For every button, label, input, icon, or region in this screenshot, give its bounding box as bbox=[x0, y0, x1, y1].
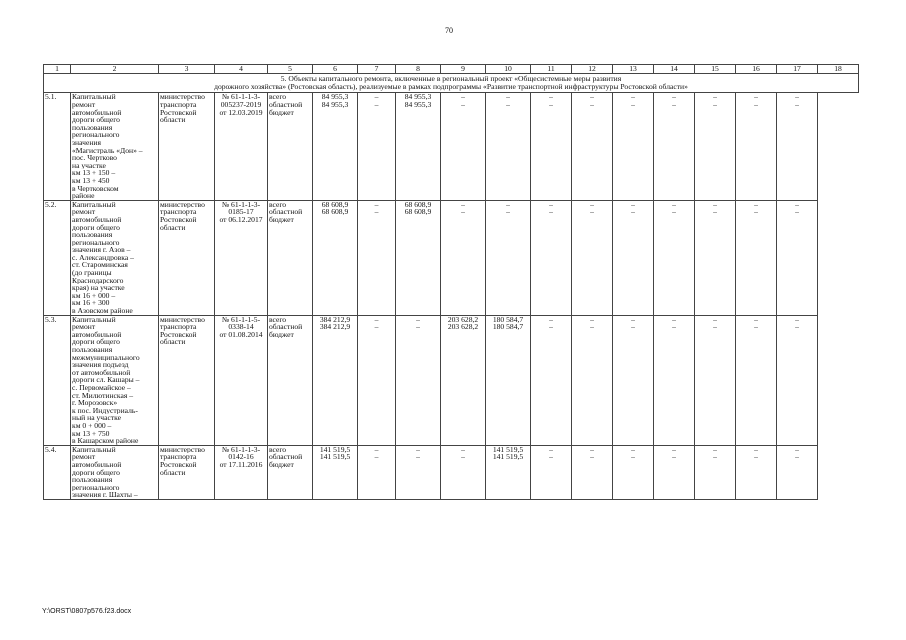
amount-regional-budget: – bbox=[416, 453, 420, 461]
object-name-line: регионального bbox=[72, 238, 120, 247]
expertise-line: № 61-1-1-5- bbox=[221, 315, 261, 324]
amount-cell bbox=[572, 200, 613, 315]
object-name-line: с. Александровка – bbox=[72, 253, 134, 262]
amount-regional-budget: – bbox=[590, 453, 594, 461]
amount-cell bbox=[613, 93, 654, 200]
organization-line: транспорта bbox=[160, 101, 197, 109]
amount-total: – bbox=[754, 93, 758, 101]
amount-total: – bbox=[631, 315, 635, 324]
table-row bbox=[44, 445, 859, 499]
amount-cell bbox=[358, 200, 396, 315]
amount-total: – bbox=[461, 445, 465, 454]
col-number: 4 bbox=[215, 65, 268, 74]
object-name-line: дороги сл. Кашары – bbox=[72, 376, 140, 384]
object-name-line: значения подъезд bbox=[72, 361, 129, 369]
amount-total: – bbox=[795, 315, 799, 324]
amount-total: – bbox=[754, 445, 758, 454]
amount-regional-budget: 68 608,9 bbox=[404, 208, 432, 216]
expertise-line: от 17.11.2016 bbox=[219, 460, 263, 469]
organization-line: Ростовской bbox=[160, 215, 197, 224]
amount-cell bbox=[313, 445, 358, 499]
funding-source-cell bbox=[268, 93, 313, 200]
amount-regional-budget: – bbox=[795, 208, 799, 216]
amount-total: – bbox=[374, 315, 379, 324]
object-name-line: км 16 + 000 – bbox=[72, 291, 116, 300]
amount-cell bbox=[777, 315, 818, 445]
amount-regional-budget: – bbox=[631, 453, 635, 461]
section-title-row bbox=[44, 74, 859, 93]
organization-line: транспорта bbox=[160, 453, 197, 461]
object-name-line: ный на участке bbox=[72, 414, 122, 422]
amount-total: – bbox=[461, 93, 465, 101]
row-number: 5.4. bbox=[45, 445, 57, 454]
amount-regional-budget: – bbox=[549, 453, 553, 461]
object-name-line: дороги общего bbox=[72, 338, 120, 346]
amount-cell bbox=[486, 315, 531, 445]
amount-regional-budget: – bbox=[631, 323, 635, 331]
amount-total: 203 628,2 bbox=[447, 315, 479, 324]
expertise-line: 0338-14 bbox=[228, 323, 254, 331]
amount-regional-budget: – bbox=[461, 101, 465, 109]
amount-total: – bbox=[672, 445, 676, 454]
col-number: 13 bbox=[613, 65, 654, 74]
row-number-cell bbox=[44, 315, 71, 445]
object-name-line: км 0 + 000 – bbox=[72, 421, 112, 430]
amount-total: – bbox=[713, 93, 717, 101]
expertise-cell bbox=[215, 200, 268, 315]
object-name-line: ремонт bbox=[72, 323, 96, 331]
amount-total: – bbox=[590, 93, 594, 101]
expertise-line: № 61-1-1-3- bbox=[221, 93, 261, 101]
amount-cell bbox=[531, 315, 572, 445]
row-number-cell bbox=[44, 445, 71, 499]
object-name-line: в Азовском районе bbox=[72, 307, 133, 315]
object-name-line: районе bbox=[72, 192, 95, 200]
object-name-line: значения г. Шахты – bbox=[72, 491, 138, 499]
object-name-line: автомобильной bbox=[72, 460, 122, 469]
table-row bbox=[44, 200, 859, 315]
object-name-cell bbox=[71, 93, 159, 200]
amount-total: – bbox=[795, 93, 799, 101]
organization-line: области bbox=[160, 468, 186, 477]
amount-regional-budget: – bbox=[549, 323, 553, 331]
amount-regional-budget: – bbox=[672, 208, 676, 216]
amount-regional-budget: – bbox=[754, 208, 758, 216]
amount-total: – bbox=[713, 445, 717, 454]
amount-cell bbox=[695, 445, 736, 499]
amount-regional-budget: – bbox=[754, 453, 758, 461]
amount-cell bbox=[736, 315, 777, 445]
col-number: 15 bbox=[695, 65, 736, 74]
amount-cell bbox=[531, 200, 572, 315]
expertise-line: от 01.08.2014 bbox=[219, 330, 263, 339]
col-number: 11 bbox=[531, 65, 572, 74]
object-name-line: регионального bbox=[72, 483, 120, 492]
amount-regional-budget: 84 955,3 bbox=[404, 101, 432, 109]
amount-total: – bbox=[590, 445, 594, 454]
object-name-line: значения г. Азов – bbox=[72, 246, 131, 254]
amount-cell bbox=[695, 200, 736, 315]
col-number: 10 bbox=[486, 65, 531, 74]
object-name-line: на участке bbox=[72, 161, 106, 170]
object-name-line: регионального bbox=[72, 131, 120, 139]
amount-regional-budget: – bbox=[590, 208, 594, 216]
amount-cell bbox=[736, 200, 777, 315]
amount-total: – bbox=[506, 200, 510, 209]
amount-total: – bbox=[416, 315, 420, 324]
col-number: 16 bbox=[736, 65, 777, 74]
amount-cell bbox=[777, 445, 818, 499]
object-name-line: дороги общего bbox=[72, 468, 120, 477]
amount-regional-budget: – bbox=[549, 101, 553, 109]
amount-regional-budget: – bbox=[713, 101, 717, 109]
amount-total: – bbox=[416, 445, 420, 454]
amount-regional-budget: – bbox=[506, 208, 510, 216]
amount-regional-budget: – bbox=[713, 323, 717, 331]
amount-total: – bbox=[795, 445, 799, 454]
amount-total: – bbox=[374, 200, 379, 209]
amount-regional-budget: – bbox=[461, 208, 465, 216]
expertise-cell bbox=[215, 445, 268, 499]
funding-source-line: бюджет bbox=[269, 215, 294, 224]
amount-total: – bbox=[374, 445, 379, 454]
amount-total: – bbox=[549, 315, 553, 324]
object-name-line: автомобильной bbox=[72, 215, 122, 224]
amount-regional-budget: – bbox=[713, 453, 717, 461]
funding-source-line: областной bbox=[269, 323, 303, 331]
table-row bbox=[44, 93, 859, 200]
object-name-line: ст. Милютинская – bbox=[72, 391, 134, 400]
object-name-cell bbox=[71, 315, 159, 445]
row-number: 5.3. bbox=[45, 315, 57, 324]
col-number: 5 bbox=[268, 65, 313, 74]
amount-cell bbox=[358, 445, 396, 499]
amount-regional-budget: – bbox=[795, 453, 799, 461]
amount-regional-budget: – bbox=[549, 208, 553, 216]
col-number: 17 bbox=[777, 65, 818, 74]
organization-line: Ростовской bbox=[160, 108, 197, 117]
amount-total: – bbox=[672, 200, 676, 209]
object-name-line: края) на участке bbox=[72, 284, 125, 292]
amount-regional-budget: 384 212,9 bbox=[319, 323, 351, 331]
amount-cell bbox=[654, 315, 695, 445]
object-name-line: Капитальный bbox=[72, 93, 116, 101]
amount-regional-budget: – bbox=[374, 101, 379, 109]
funding-source-line: всего bbox=[269, 315, 287, 324]
organization-cell bbox=[159, 200, 215, 315]
amount-cell bbox=[654, 445, 695, 499]
amount-cell bbox=[777, 200, 818, 315]
amount-regional-budget: 203 628,2 bbox=[447, 323, 479, 331]
row-number-cell bbox=[44, 200, 71, 315]
expertise-cell bbox=[215, 93, 268, 200]
amount-total: – bbox=[713, 315, 717, 324]
amount-regional-budget: – bbox=[795, 101, 799, 109]
object-name-cell bbox=[71, 445, 159, 499]
amount-regional-budget: – bbox=[506, 101, 510, 109]
amount-cell bbox=[531, 93, 572, 200]
row-number: 5.1. bbox=[45, 93, 57, 101]
amount-regional-budget: – bbox=[631, 208, 635, 216]
funding-source-cell bbox=[268, 315, 313, 445]
object-name-line: км 13 + 450 bbox=[72, 176, 110, 185]
amount-total: 141 519,5 bbox=[492, 445, 524, 454]
object-name-line: (до границы bbox=[72, 269, 112, 277]
expertise-line: № 61-1-1-3- bbox=[221, 445, 261, 454]
amount-regional-budget: – bbox=[590, 323, 594, 331]
organization-line: области bbox=[160, 116, 186, 124]
amount-regional-budget: 180 584,7 bbox=[492, 323, 524, 331]
table-row bbox=[44, 315, 859, 445]
section-title-line: 5. Объекты капитального ремонта, включенные в региональный проект «Общесистемные меры развития bbox=[280, 74, 622, 83]
amount-cell bbox=[313, 200, 358, 315]
col-number: 8 bbox=[396, 65, 441, 74]
funding-source-line: бюджет bbox=[269, 330, 294, 339]
amount-regional-budget: – bbox=[374, 453, 379, 461]
amount-total: – bbox=[461, 200, 465, 209]
amount-cell bbox=[396, 315, 441, 445]
amount-cell bbox=[736, 93, 777, 200]
organization-line: министерство bbox=[160, 445, 205, 454]
amount-regional-budget: 84 955,3 bbox=[321, 101, 349, 109]
amount-cell bbox=[613, 315, 654, 445]
amount-cell bbox=[695, 315, 736, 445]
amount-total: 68 608,9 bbox=[321, 200, 349, 209]
page-number: 70 bbox=[445, 26, 453, 35]
object-name-line: ремонт bbox=[72, 101, 96, 109]
object-name-line: пользования bbox=[72, 231, 113, 239]
amount-cell bbox=[654, 93, 695, 200]
amount-total: – bbox=[549, 200, 553, 209]
amount-cell bbox=[736, 445, 777, 499]
amount-total: – bbox=[549, 445, 553, 454]
amount-total: – bbox=[795, 200, 799, 209]
funding-source-cell bbox=[268, 445, 313, 499]
object-name-line: дороги общего bbox=[72, 223, 120, 232]
organization-line: Ростовской bbox=[160, 330, 197, 339]
object-name-line: пользования bbox=[72, 123, 113, 132]
organization-cell bbox=[159, 93, 215, 200]
footer-file-path: Y:\ORST\0807p576.f23.docx bbox=[42, 608, 132, 615]
amount-total: 141 519,5 bbox=[319, 445, 351, 454]
col-number: 1 bbox=[44, 65, 71, 74]
row-number: 5.2. bbox=[45, 200, 57, 209]
col-number: 14 bbox=[654, 65, 695, 74]
amount-cell bbox=[531, 445, 572, 499]
amount-cell bbox=[486, 93, 531, 200]
amount-cell bbox=[313, 315, 358, 445]
funding-source-line: всего bbox=[269, 200, 287, 209]
organization-line: транспорта bbox=[160, 208, 197, 216]
object-name-line: Краснодарского bbox=[72, 276, 124, 285]
object-name-line: Капитальный bbox=[72, 315, 116, 324]
amount-total: – bbox=[590, 315, 594, 324]
amount-total: 68 608,9 bbox=[404, 200, 432, 209]
object-name-line: «Магистраль «Дон» – bbox=[72, 146, 143, 155]
amount-total: – bbox=[631, 445, 635, 454]
amount-total: – bbox=[754, 315, 758, 324]
amount-total: – bbox=[374, 93, 379, 101]
object-name-line: пользования bbox=[72, 476, 113, 484]
organization-line: области bbox=[160, 223, 186, 232]
amount-total: – bbox=[672, 315, 676, 324]
object-name-line: с. Первомайское – bbox=[72, 383, 131, 392]
amount-cell bbox=[613, 445, 654, 499]
organization-cell bbox=[159, 315, 215, 445]
amount-total: 384 212,9 bbox=[319, 315, 351, 324]
amount-total: 84 955,3 bbox=[321, 93, 349, 101]
amount-cell bbox=[486, 445, 531, 499]
funding-source-line: бюджет bbox=[269, 460, 294, 469]
col-number: 2 bbox=[71, 65, 159, 74]
amount-regional-budget: – bbox=[672, 453, 676, 461]
organization-line: министерство bbox=[160, 200, 205, 209]
amount-cell bbox=[441, 315, 486, 445]
expertise-line: 0185-17 bbox=[228, 208, 254, 216]
organization-line: области bbox=[160, 338, 186, 346]
amount-regional-budget: – bbox=[631, 101, 635, 109]
amount-cell bbox=[572, 93, 613, 200]
amount-total: – bbox=[713, 200, 717, 209]
expertise-line: 0142-16 bbox=[228, 453, 254, 461]
amount-cell bbox=[441, 200, 486, 315]
amount-total: – bbox=[549, 93, 553, 101]
amount-regional-budget: 141 519,5 bbox=[319, 453, 351, 461]
object-name-line: межмуниципального bbox=[72, 353, 140, 362]
funding-source-line: областной bbox=[269, 101, 303, 109]
object-name-line: ремонт bbox=[72, 208, 96, 216]
amount-cell bbox=[654, 200, 695, 315]
amount-regional-budget: – bbox=[754, 101, 758, 109]
row-number-cell bbox=[44, 93, 71, 200]
amount-regional-budget: – bbox=[461, 453, 465, 461]
object-name-line: км 16 + 300 bbox=[72, 299, 110, 308]
amount-regional-budget: 68 608,9 bbox=[321, 208, 349, 216]
amount-cell bbox=[396, 200, 441, 315]
object-name-line: автомобильной bbox=[72, 108, 122, 117]
amount-total: – bbox=[631, 93, 635, 101]
amount-total: – bbox=[631, 200, 635, 209]
funding-source-cell bbox=[268, 200, 313, 315]
expertise-line: от 12.03.2019 bbox=[219, 108, 263, 117]
object-name-line: г. Морозовск» bbox=[72, 399, 118, 407]
col-number: 18 bbox=[818, 65, 859, 74]
amount-regional-budget: – bbox=[754, 323, 758, 331]
col-number: 7 bbox=[358, 65, 396, 74]
object-name-line: ремонт bbox=[72, 453, 96, 461]
amount-cell bbox=[313, 93, 358, 200]
column-number-row bbox=[44, 65, 859, 74]
amount-total: – bbox=[506, 93, 510, 101]
budget-table bbox=[43, 64, 859, 500]
amount-cell bbox=[441, 93, 486, 200]
col-number: 12 bbox=[572, 65, 613, 74]
amount-cell bbox=[695, 93, 736, 200]
amount-cell bbox=[358, 93, 396, 200]
expertise-line: 005237-2019 bbox=[220, 101, 262, 109]
object-name-cell bbox=[71, 200, 159, 315]
amount-cell bbox=[396, 445, 441, 499]
amount-total: – bbox=[672, 93, 676, 101]
amount-cell bbox=[572, 315, 613, 445]
object-name-line: от автомобильной bbox=[72, 368, 131, 377]
expertise-cell bbox=[215, 315, 268, 445]
organization-line: транспорта bbox=[160, 323, 197, 331]
expertise-line: № 61-1-1-3- bbox=[221, 200, 261, 209]
object-name-line: пользования bbox=[72, 346, 113, 354]
object-name-line: Капитальный bbox=[72, 445, 116, 454]
amount-regional-budget: – bbox=[672, 101, 676, 109]
object-name-line: значения bbox=[72, 138, 101, 147]
amount-regional-budget: – bbox=[374, 323, 379, 331]
amount-total: 84 955,3 bbox=[404, 93, 432, 101]
amount-total: – bbox=[754, 200, 758, 209]
object-name-line: Капитальный bbox=[72, 200, 116, 209]
organization-line: Ростовской bbox=[160, 460, 197, 469]
amount-total: 180 584,7 bbox=[492, 315, 524, 324]
section-title-line: дорожного хозяйства» (Ростовская область), реализуемые в рамках подпрограммы «Развитие транспортной инфраструктуры Ростовской области» bbox=[214, 82, 688, 92]
col-number: 3 bbox=[159, 65, 215, 74]
expertise-line: от 06.12.2017 bbox=[219, 215, 263, 224]
object-name-line: км 13 + 150 – bbox=[72, 169, 116, 177]
funding-source-line: областной bbox=[269, 208, 303, 216]
amount-regional-budget: 141 519,5 bbox=[492, 453, 524, 461]
amount-regional-budget: – bbox=[590, 101, 594, 109]
amount-cell bbox=[486, 200, 531, 315]
funding-source-line: всего bbox=[269, 445, 287, 454]
amount-cell bbox=[572, 445, 613, 499]
object-name-line: ст. Староминская bbox=[72, 261, 128, 270]
amount-regional-budget: – bbox=[416, 323, 420, 331]
organization-cell bbox=[159, 445, 215, 499]
funding-source-line: бюджет bbox=[269, 108, 294, 117]
col-number: 9 bbox=[441, 65, 486, 74]
amount-cell bbox=[613, 200, 654, 315]
object-name-line: км 13 + 750 bbox=[72, 429, 110, 438]
amount-cell bbox=[777, 93, 818, 200]
amount-cell bbox=[396, 93, 441, 200]
object-name-line: автомобильной bbox=[72, 330, 122, 339]
amount-regional-budget: – bbox=[795, 323, 799, 331]
funding-source-line: всего bbox=[269, 93, 287, 101]
amount-cell bbox=[358, 315, 396, 445]
amount-cell bbox=[441, 445, 486, 499]
object-name-line: в Чертковском bbox=[72, 184, 119, 193]
object-name-line: пос. Чертково bbox=[72, 154, 117, 162]
funding-source-line: областной bbox=[269, 453, 303, 461]
object-name-line: к пос. Индустриаль- bbox=[72, 406, 138, 415]
amount-total: – bbox=[590, 200, 594, 209]
amount-regional-budget: – bbox=[374, 208, 379, 216]
organization-line: министерство bbox=[160, 315, 205, 324]
section-title bbox=[44, 74, 859, 93]
amount-regional-budget: – bbox=[713, 208, 717, 216]
object-name-line: в Кашарском районе bbox=[72, 437, 139, 445]
object-name-line: дороги общего bbox=[72, 116, 120, 124]
amount-regional-budget: – bbox=[672, 323, 676, 331]
organization-line: министерство bbox=[160, 93, 205, 101]
col-number: 6 bbox=[313, 65, 358, 74]
